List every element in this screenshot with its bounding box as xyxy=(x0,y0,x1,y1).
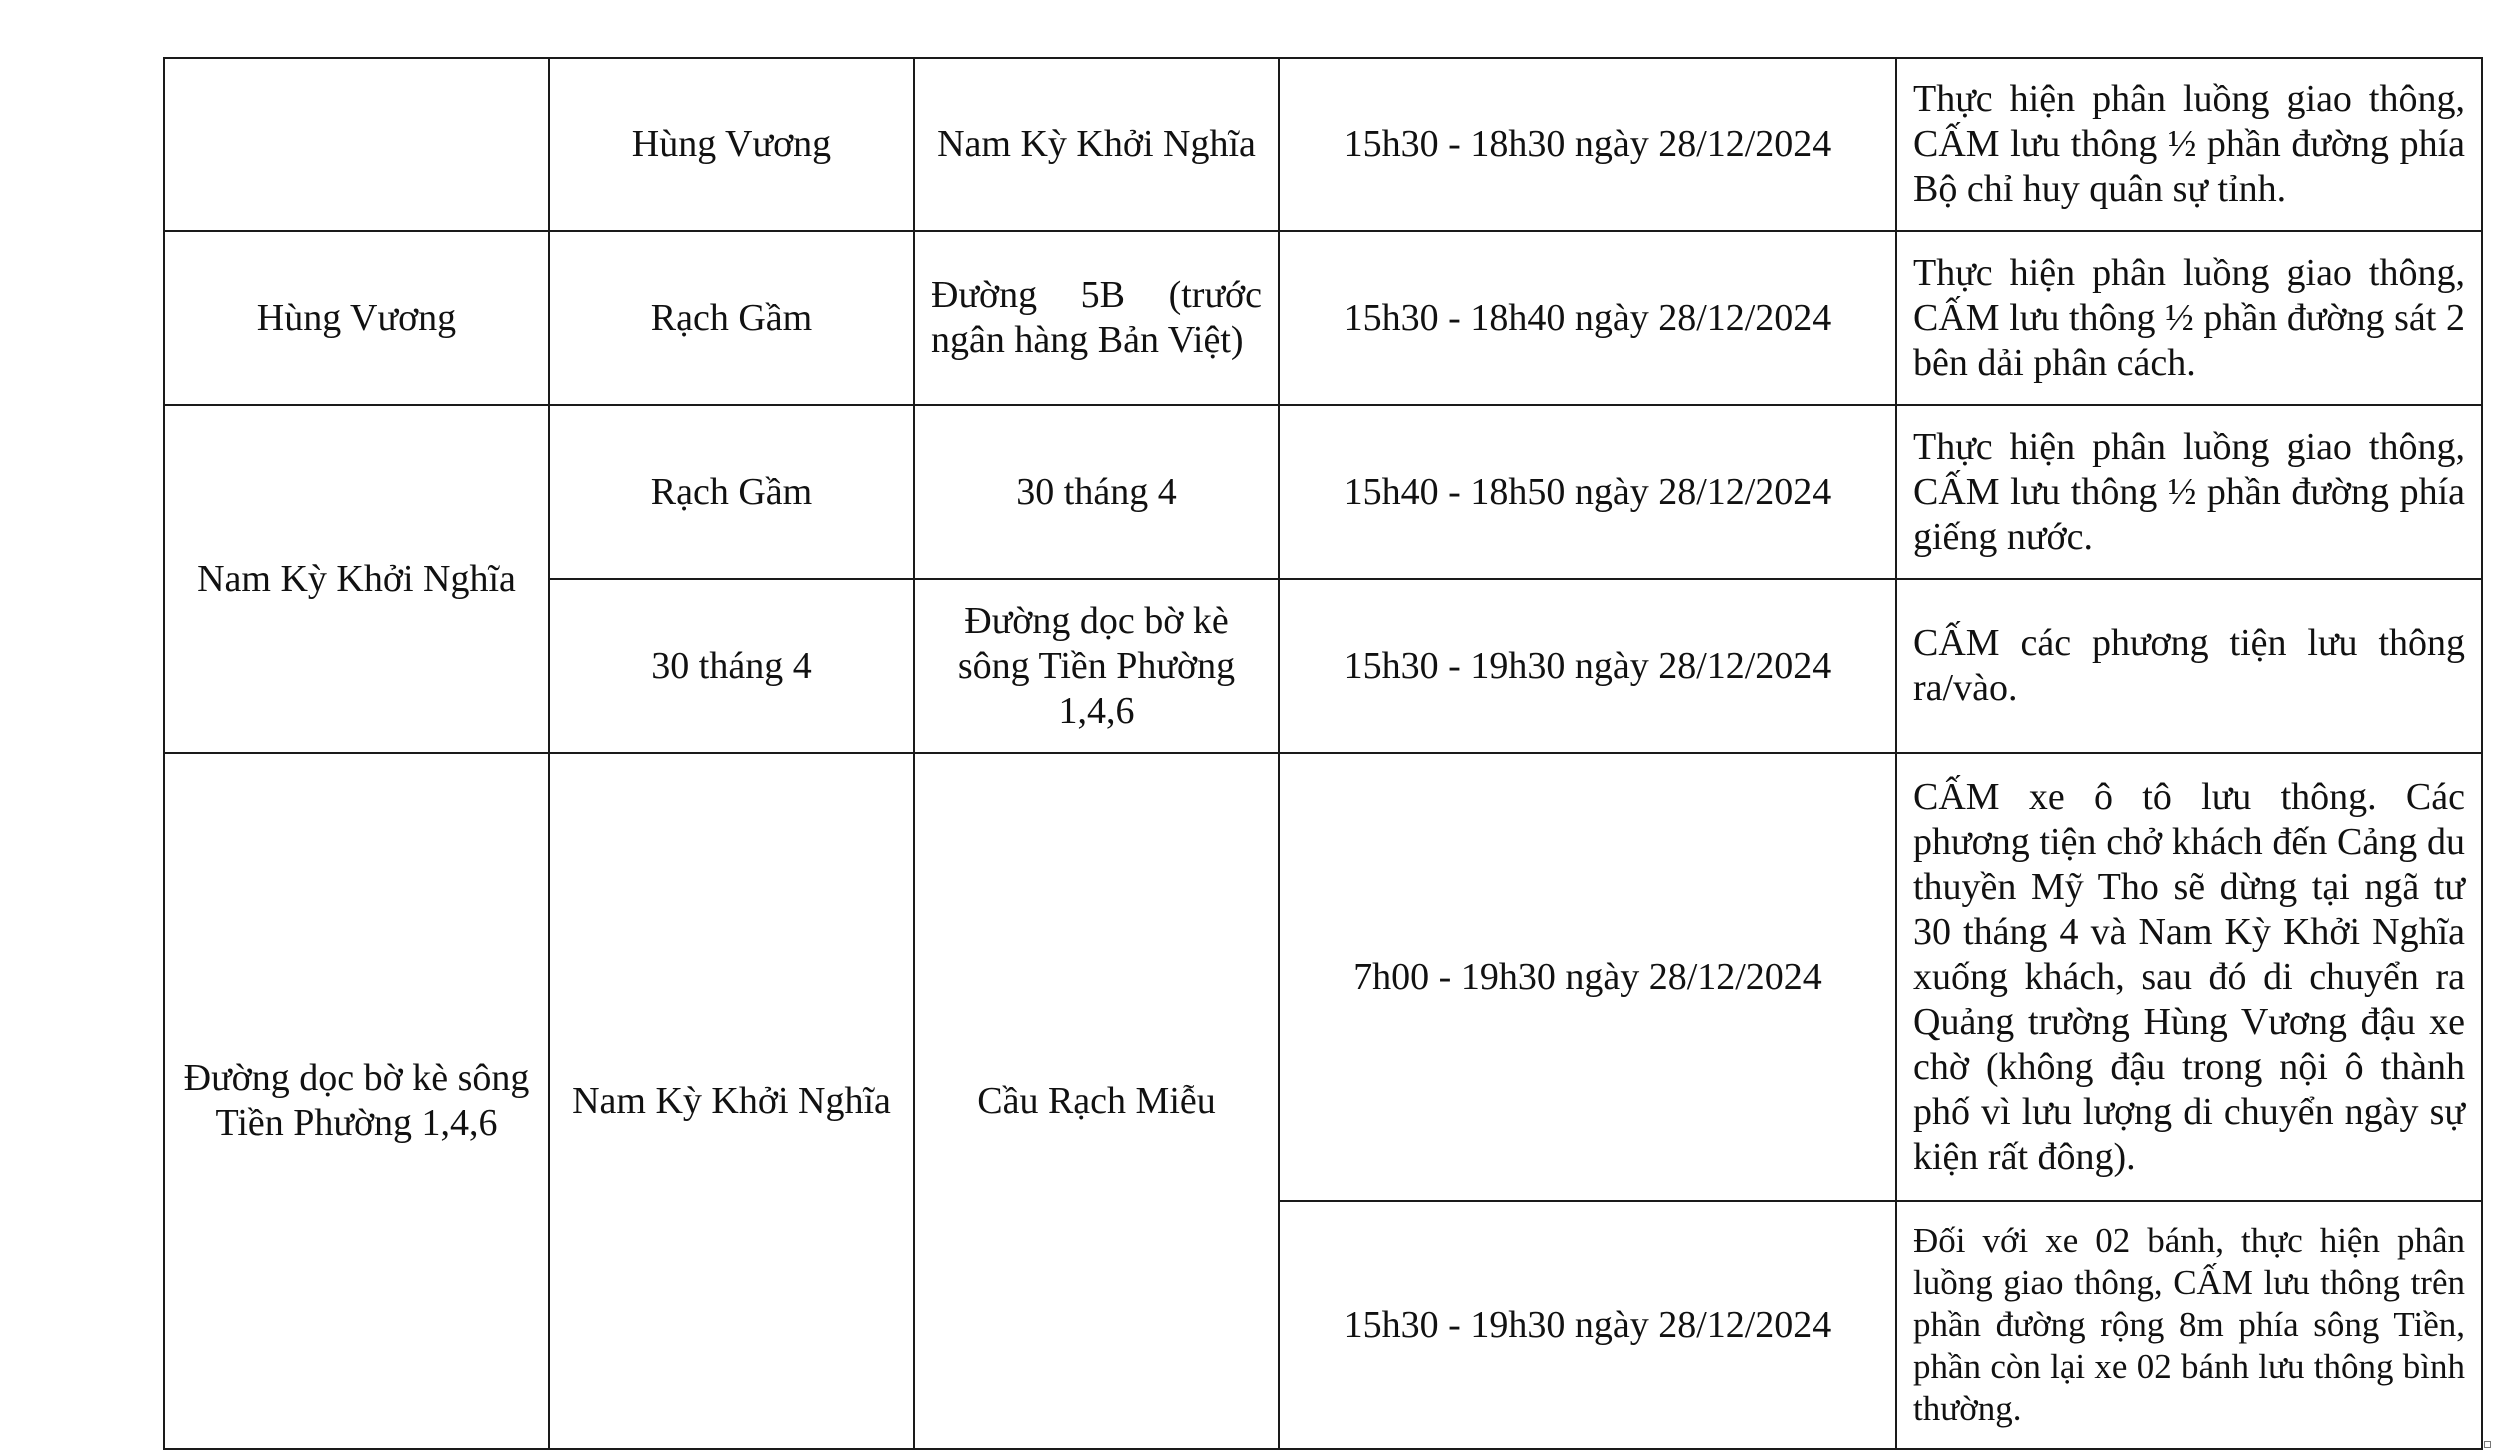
traffic-restriction-table xyxy=(163,57,2483,1450)
note-cell: Thực hiện phân luồng giao thông, CẤM lưu thông ½ phần đường phía giếng nước. xyxy=(1896,405,2482,579)
time-cell: 15h30 - 19h30 ngày 28/12/2024 xyxy=(1279,579,1896,753)
route-cell: Đường dọc bờ kè sông Tiền Phường 1,4,6 xyxy=(164,753,549,1449)
table-row xyxy=(164,58,2482,231)
from-cell: Rạch Gầm xyxy=(549,231,914,405)
time-cell: 15h30 - 18h30 ngày 28/12/2024 xyxy=(1279,58,1896,231)
to-cell: Cầu Rạch Miễu xyxy=(914,753,1279,1449)
route-cell xyxy=(164,58,549,231)
to-cell: Nam Kỳ Khởi Nghĩa xyxy=(914,58,1279,231)
from-cell: 30 tháng 4 xyxy=(549,579,914,753)
route-cell: Hùng Vương xyxy=(164,231,549,405)
to-cell: Đường 5B (trước ngân hàng Bản Việt) xyxy=(914,231,1279,405)
from-cell: Nam Kỳ Khởi Nghĩa xyxy=(549,753,914,1449)
note-cell: CẤM xe ô tô lưu thông. Các phương tiện chở khách đến Cảng du thuyền Mỹ Tho sẽ dừng tại ngã tư 30 tháng 4 và Nam Kỳ Khởi Nghĩa xuống khách, sau đó di chuyển ra Quảng trường Hùng Vương đậu xe chờ (không đậu trong nội ô thành phố vì lưu lượng di chuyển ngày sự kiện rất đông). xyxy=(1896,753,2482,1201)
table-row xyxy=(164,753,2482,1201)
table-row xyxy=(164,405,2482,579)
note-cell: Thực hiện phân luồng giao thông, CẤM lưu thông ½ phần đường sát 2 bên dải phân cách. xyxy=(1896,231,2482,405)
time-cell: 7h00 - 19h30 ngày 28/12/2024 xyxy=(1279,753,1896,1201)
table-row xyxy=(164,231,2482,405)
from-cell: Rạch Gầm xyxy=(549,405,914,579)
time-cell: 15h40 - 18h50 ngày 28/12/2024 xyxy=(1279,405,1896,579)
to-cell: Đường dọc bờ kè sông Tiền Phường 1,4,6 xyxy=(914,579,1279,753)
to-cell: 30 tháng 4 xyxy=(914,405,1279,579)
time-cell: 15h30 - 18h40 ngày 28/12/2024 xyxy=(1279,231,1896,405)
route-cell: Nam Kỳ Khởi Nghĩa xyxy=(164,405,549,753)
note-cell: CẤM các phương tiện lưu thông ra/vào. xyxy=(1896,579,2482,753)
page-corner-marker xyxy=(2484,1441,2491,1448)
time-cell: 15h30 - 19h30 ngày 28/12/2024 xyxy=(1279,1201,1896,1449)
note-cell: Thực hiện phân luồng giao thông, CẤM lưu thông ½ phần đường phía Bộ chỉ huy quân sự tỉnh. xyxy=(1896,58,2482,231)
note-cell: Đối với xe 02 bánh, thực hiện phân luồng giao thông, CẤM lưu thông trên phần đường rộng 8m phía sông Tiền, phần còn lại xe 02 bánh lưu thông bình thường. xyxy=(1896,1201,2482,1449)
from-cell: Hùng Vương xyxy=(549,58,914,231)
